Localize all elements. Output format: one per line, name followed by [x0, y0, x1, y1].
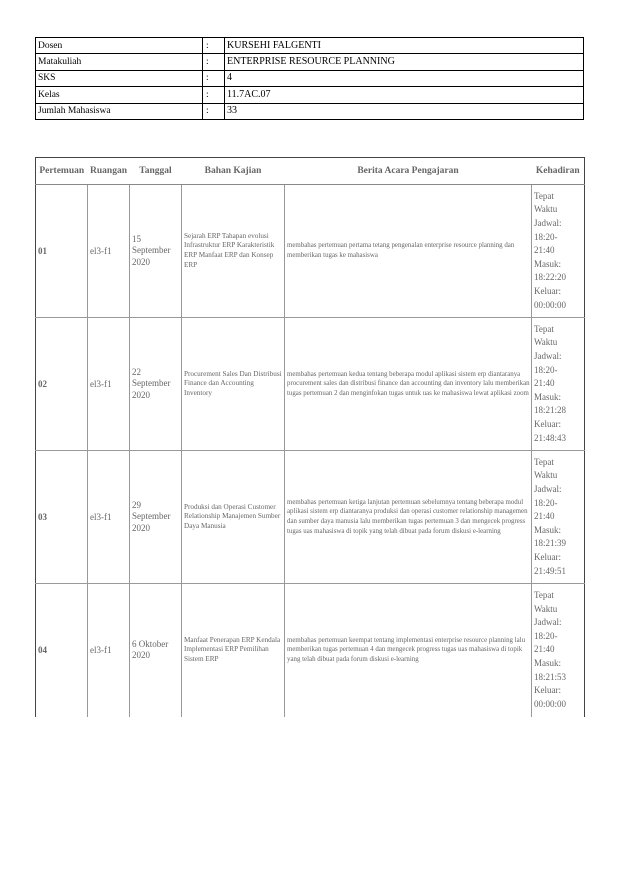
- info-colon: :: [203, 38, 225, 54]
- info-row-class: [36, 87, 584, 103]
- attendance-line: 21:40: [534, 245, 555, 256]
- attendance-line: 00:00:00: [534, 698, 567, 709]
- attendance-line: Tepat: [534, 323, 554, 334]
- attendance-line: Masuk:: [534, 524, 561, 535]
- attendance-line: Tepat: [534, 190, 554, 201]
- attendance-line: Keluar:: [534, 551, 561, 562]
- material-cell: Procurement Sales Dan Distribusi Finance dan Accounting Inventory: [182, 318, 285, 451]
- table-row: [36, 318, 585, 451]
- attendance-line: 18:20-: [534, 497, 558, 508]
- attendance-line: Jadwal:: [534, 351, 562, 362]
- meeting-number: 02: [36, 318, 88, 451]
- info-colon: :: [203, 103, 225, 119]
- room-cell: el3-f1: [88, 451, 130, 584]
- attendance-line: Keluar:: [534, 285, 561, 296]
- table-row: [36, 185, 585, 318]
- attendance-table: [35, 157, 585, 717]
- date-cell: 29 September 2020: [130, 451, 182, 584]
- report-cell: membahas pertemuan kedua tentang beberapa modul aplikasi sistem erp diantaranya procurement sales dan distribusi finance dan accounting dan inventory lalu memberikan tugas pertemuan 2 dan menginfokan tugas untuk uas ke mahasiswa lewat aplikasi zoom: [285, 318, 532, 451]
- attendance-line: Tepat: [534, 590, 554, 601]
- table-row: [36, 451, 585, 584]
- attendance-cell: [532, 584, 585, 717]
- header-attendance: Kehadiran: [532, 158, 585, 185]
- attendance-line: 18:22:20: [534, 272, 567, 283]
- meeting-number: 01: [36, 185, 88, 318]
- attendance-line: 21:40: [534, 378, 555, 389]
- material-cell: Produksi dan Operasi Customer Relationship Manajemen Sumber Daya Manusia: [182, 451, 285, 584]
- info-row-course: [36, 54, 584, 70]
- attendance-line: Masuk:: [534, 658, 561, 669]
- attendance-line: 21:49:51: [534, 565, 567, 576]
- info-row-credits: [36, 70, 584, 86]
- info-value: 11.7AC.07: [225, 87, 584, 103]
- info-row-lecturer: [36, 38, 584, 54]
- table-row: [36, 584, 585, 717]
- attendance-line: 18:20-: [534, 231, 558, 242]
- meeting-number: 03: [36, 451, 88, 584]
- material-cell: Manfaat Penerapan ERP Kendala Implementasi ERP Pemilihan Sistem ERP: [182, 584, 285, 717]
- attendance-cell: [532, 318, 585, 451]
- info-label: Matakuliah: [36, 54, 203, 70]
- attendance-line: 18:21:28: [534, 405, 567, 416]
- header-meeting: Pertemuan: [36, 158, 88, 185]
- info-label: Kelas: [36, 87, 203, 103]
- info-row-students: [36, 103, 584, 119]
- attendance-cell: [532, 185, 585, 318]
- meeting-number: 04: [36, 584, 88, 717]
- attendance-line: Waktu: [534, 470, 558, 481]
- report-cell: membahas pertemuan pertama tetang pengenalan enterprise resource planning dan memberikan tugas ke mahasiswa: [285, 185, 532, 318]
- attendance-line: Tepat: [534, 456, 554, 467]
- info-colon: :: [203, 54, 225, 70]
- info-colon: :: [203, 70, 225, 86]
- report-cell: membahas pertemuan keempat tentang implementasi enterprise resource planning lalu memberikan tugas pertemuan 4 dan mengecek progress tugas uas mahasiswa di topik yang telah dibuat pada forum diskusi e-learning: [285, 584, 532, 717]
- attendance-line: 18:20-: [534, 364, 558, 375]
- info-label: Dosen: [36, 38, 203, 54]
- attendance-line: 18:20-: [534, 630, 558, 641]
- info-label: Jumlah Mahasiswa: [36, 103, 203, 119]
- attendance-line: 21:40: [534, 511, 555, 522]
- course-info-table: [35, 37, 584, 120]
- date-cell: 15 September 2020: [130, 185, 182, 318]
- attendance-line: Waktu: [534, 204, 558, 215]
- header-date: Tanggal: [130, 158, 182, 185]
- attendance-line: Waktu: [534, 337, 558, 348]
- header-room: Ruangan: [88, 158, 130, 185]
- info-label: SKS: [36, 70, 203, 86]
- attendance-line: Jadwal:: [534, 617, 562, 628]
- info-value: KURSEHI FALGENTI: [225, 38, 584, 54]
- attendance-cell: [532, 451, 585, 584]
- attendance-line: 18:21:39: [534, 538, 567, 549]
- info-value: 33: [225, 103, 584, 119]
- attendance-line: Jadwal:: [534, 218, 562, 229]
- report-cell: membahas pertemuan ketiga lanjutan pertemuan sebelumnya tentang beberapa modul aplikasi sistem erp diantaranya produksi dan operasi customer relationship managemen dan sumber daya manusia lalu memberikan tugas pertemuan 3 dan mengecek progress tugas uas mahasiswa di topik yang telah dibuat pada forum diskusi e-learning: [285, 451, 532, 584]
- attendance-line: Masuk:: [534, 258, 561, 269]
- date-cell: 22 September 2020: [130, 318, 182, 451]
- material-cell: Sejarah ERP Tahapan evolusi Infrastruktur ERP Karakteristik ERP Manfaat ERP dan Konsep ERP: [182, 185, 285, 318]
- attendance-line: 21:48:43: [534, 432, 567, 443]
- attendance-line: 00:00:00: [534, 299, 567, 310]
- info-value: 4: [225, 70, 584, 86]
- table-header-row: [36, 158, 585, 185]
- header-material: Bahan Kajian: [182, 158, 285, 185]
- attendance-line: Masuk:: [534, 391, 561, 402]
- info-value: ENTERPRISE RESOURCE PLANNING: [225, 54, 584, 70]
- attendance-line: 21:40: [534, 644, 555, 655]
- header-report: Berita Acara Pengajaran: [285, 158, 532, 185]
- attendance-line: Keluar:: [534, 685, 561, 696]
- attendance-line: Jadwal:: [534, 484, 562, 495]
- attendance-line: 18:21:53: [534, 671, 567, 682]
- room-cell: el3-f1: [88, 185, 130, 318]
- room-cell: el3-f1: [88, 318, 130, 451]
- info-colon: :: [203, 87, 225, 103]
- attendance-line: Keluar:: [534, 418, 561, 429]
- room-cell: el3-f1: [88, 584, 130, 717]
- attendance-line: Waktu: [534, 603, 558, 614]
- date-cell: 6 Oktober 2020: [130, 584, 182, 717]
